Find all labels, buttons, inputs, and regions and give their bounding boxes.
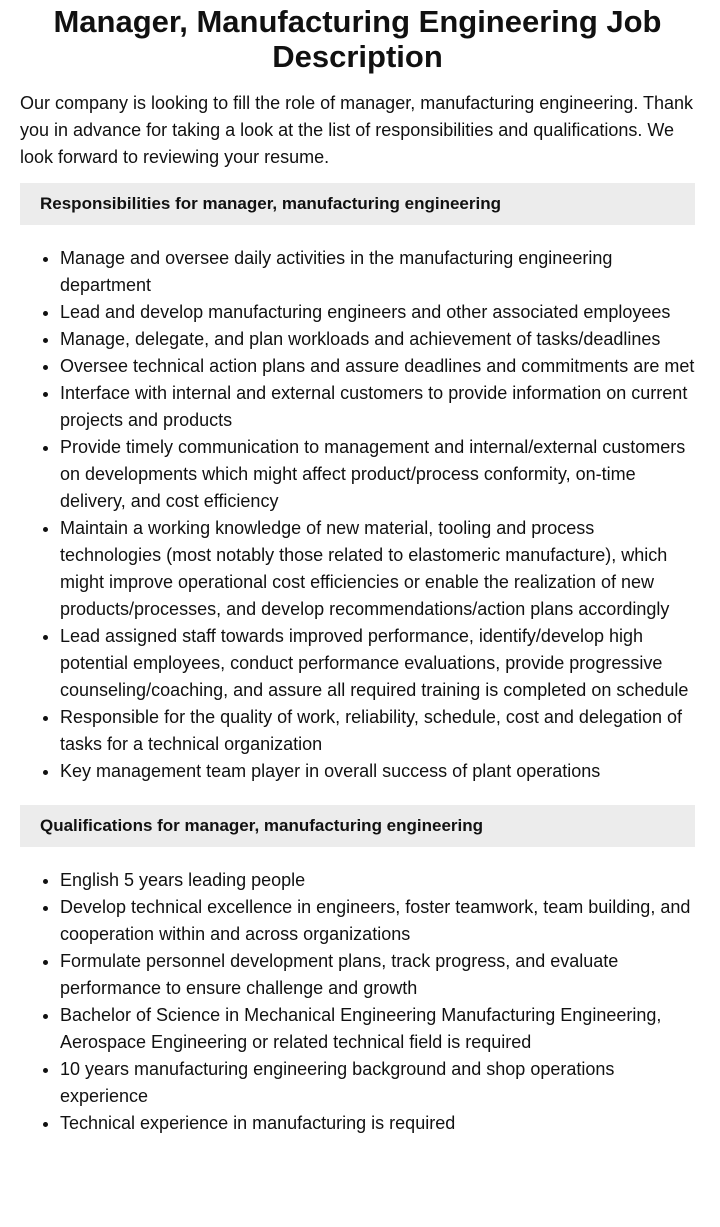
list-item: • Develop technical excellence in engineers, foster teamwork, team building, and cooperation within and across organizations xyxy=(60,894,695,948)
list-item: • Manage, delegate, and plan workloads and achievement of tasks/deadlines xyxy=(60,326,695,353)
qualifications-heading: Qualifications for manager, manufacturing engineering xyxy=(20,805,695,847)
page-title: Manager, Manufacturing Engineering Job Description xyxy=(53,4,662,74)
list-item: • Interface with internal and external customers to provide information on current projects and products xyxy=(60,380,695,434)
list-item: • Lead and develop manufacturing engineers and other associated employees xyxy=(60,299,695,326)
list-item: • Oversee technical action plans and assure deadlines and commitments are met xyxy=(60,353,695,380)
responsibilities-heading: Responsibilities for manager, manufacturing engineering xyxy=(20,183,695,225)
qualifications-list xyxy=(20,867,695,1137)
list-item: • Maintain a working knowledge of new material, tooling and process technologies (most notably those related to elastomeric manufacture), which might improve operational cost efficiencies or enable the realization of new products/processes, and develop recommendations/action plans accordingly xyxy=(60,515,695,623)
list-item: • Manage and oversee daily activities in the manufacturing engineering department xyxy=(60,245,695,299)
list-item: • Formulate personnel development plans, track progress, and evaluate performance to ensure challenge and growth xyxy=(60,948,695,1002)
list-item: • Key management team player in overall success of plant operations xyxy=(60,758,695,785)
list-item: • Technical experience in manufacturing is required xyxy=(60,1110,695,1137)
list-item: • 10 years manufacturing engineering background and shop operations experience xyxy=(60,1056,695,1110)
list-item: • English 5 years leading people xyxy=(60,867,695,894)
list-item: • Responsible for the quality of work, reliability, schedule, cost and delegation of tasks for a technical organization xyxy=(60,704,695,758)
list-item: • Provide timely communication to management and internal/external customers on developments which might affect product/process conformity, on-time delivery, and cost efficiency xyxy=(60,434,695,515)
responsibilities-list xyxy=(20,245,695,785)
list-item: • Bachelor of Science in Mechanical Engineering Manufacturing Engineering, Aerospace Engineering or related technical field is required xyxy=(60,1002,695,1056)
intro-paragraph: Our company is looking to fill the role of manager, manufacturing engineering. Thank you in advance for taking a look at the list of responsibilities and qualifications. We look forward to reviewing your resume. xyxy=(20,93,694,167)
list-item: • Lead assigned staff towards improved performance, identify/develop high potential employees, conduct performance evaluations, provide progressive counseling/coaching, and assure all required training is completed on schedule xyxy=(60,623,695,704)
